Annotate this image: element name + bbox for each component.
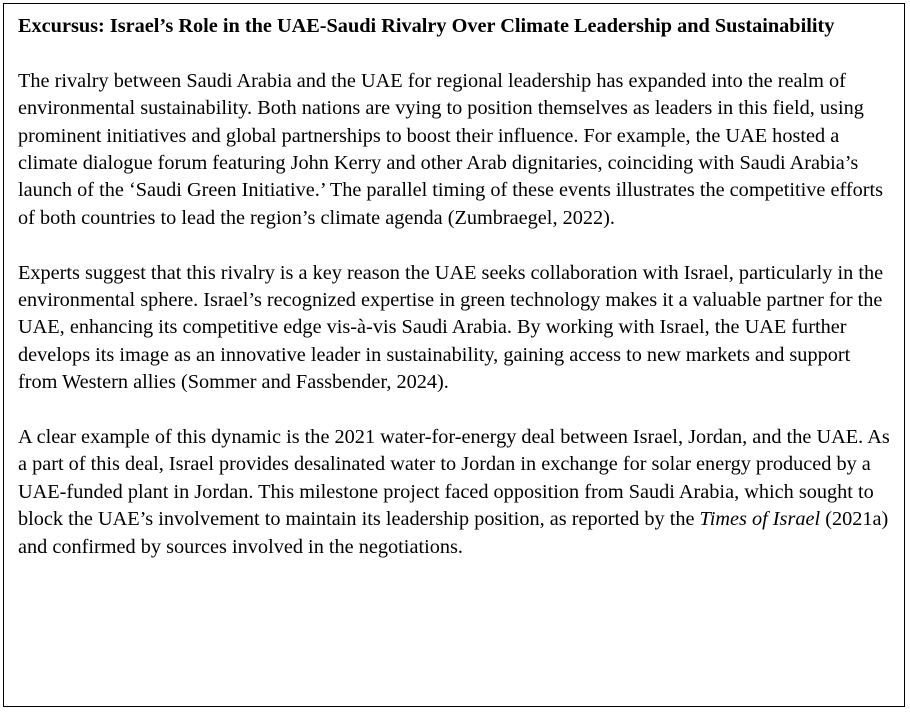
paragraph-2: Experts suggest that this rivalry is a key reason the UAE seeks collaboration with Israel, particularly in the environmental sphere. Israel’s recognized expertise in green technology makes it a valuable partner for the UAE, enhancing its competitive edge vis-à-vis Saudi Arabia. By working with Israel, the UAE further develops its image as an innovative leader in sustainability, gaining access to new markets and support from Western allies (Sommer and Fassbender, 2024).: [18, 261, 884, 394]
excursus-title: Excursus: Israel’s Role in the UAE-Saudi Rivalry Over Climate Leadership and Sustainability: [18, 15, 835, 37]
paragraph-3: [18, 424, 890, 561]
paragraph-3-text-after: (2021a) and confirmed by sources involved in the negotiations.: [18, 508, 889, 558]
paragraph-3-text-before: A clear example of this dynamic is the 2021 water-for-energy deal between Israel, Jordan, and the UAE. As a part of this deal, Israel provides desalinated water to Jordan in exchange for solar energy produced by a UAE-funded plant in Jordan. This milestone project faced opposition from Saudi Arabia, which sought to block the UAE’s involvement to maintain its leadership position, as reported by the: [18, 426, 890, 531]
excursus-box: [3, 3, 905, 707]
publication-title: Times of Israel: [699, 508, 821, 531]
paragraph-1: The rivalry between Saudi Arabia and the UAE for regional leadership has expanded into the realm of environmental sustainability. Both nations are vying to position themselves as leaders in this field, using prominent initiatives and global partnerships to boost their influence. For example, the UAE hosted a climate dialogue forum featuring John Kerry and other Arab dignitaries, coinciding with Saudi Arabia’s launch of the ‘Saudi Green Initiative.’ The parallel timing of these events illustrates the competitive efforts of both countries to lead the region’s climate agenda (Zumbraegel, 2022).: [18, 69, 884, 229]
